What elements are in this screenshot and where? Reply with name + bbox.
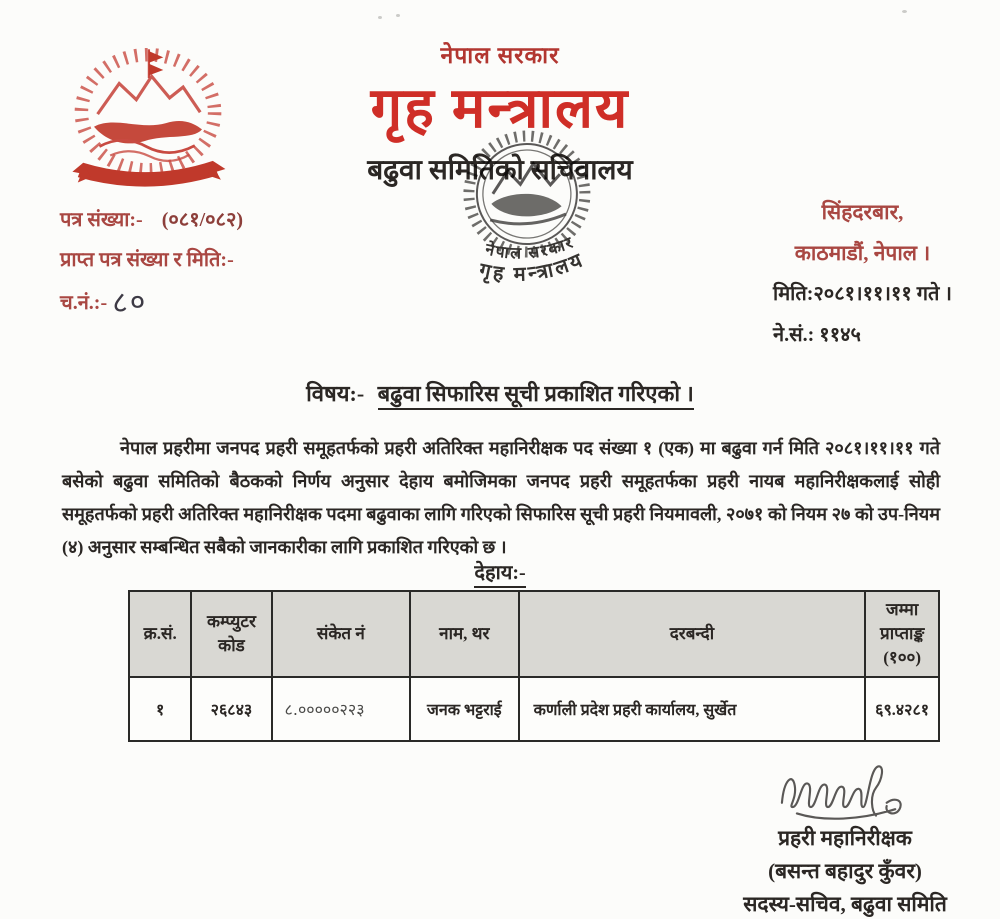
header-serial-no: क्र.सं. — [129, 591, 191, 677]
signatory-designation: प्रहरी महानिरीक्षक — [778, 826, 912, 850]
subject-label: विषय:- — [306, 381, 365, 406]
header-name: नाम, थर — [410, 591, 519, 677]
letter-number-label: पत्र संख्या:- — [60, 209, 143, 231]
promotion-recommendation-table — [128, 590, 940, 742]
cell-computer-code: २६८४३ — [191, 677, 271, 741]
table-caption: देहाय:- — [0, 558, 1000, 585]
header-government: नेपाल सरकार — [440, 43, 560, 68]
address-date-block — [773, 192, 952, 356]
header-total-marks: जम्मा प्राप्ताङ्क (१००) — [865, 591, 939, 677]
scan-artifact — [396, 14, 400, 17]
letter-date: मिति:२०८१।११।११ गते । — [773, 283, 952, 305]
cell-serial-no: १ — [129, 677, 191, 741]
dispatch-number-handwritten: ८० — [111, 284, 149, 321]
header-computer-code: कम्प्युटर कोड — [191, 591, 271, 677]
table-row — [129, 677, 939, 741]
stamp-text-ministry: गृह मन्त्रालय — [477, 248, 589, 286]
header-secretariat: बढुवा समितिको सचिवालय — [367, 155, 633, 186]
letter-number-line — [60, 200, 243, 240]
header-darbandi: दरबन्दी — [519, 591, 866, 677]
letter-number-value: (०८१/०८२) — [161, 209, 244, 231]
scan-artifact — [378, 16, 382, 19]
subject-line — [0, 378, 1000, 408]
reference-block — [60, 200, 243, 323]
address-line-1: सिंहदरबार, — [821, 200, 904, 224]
dispatch-number-label: च.नं.:- — [60, 292, 108, 314]
ministry-round-stamp-icon — [402, 120, 655, 311]
table-header-row — [129, 591, 939, 677]
signature-block — [700, 760, 990, 919]
header-symbol-no: संकेत नं — [272, 591, 411, 677]
header-ministry-title: गृह मन्त्रालय — [370, 78, 630, 140]
cell-name: जनक भट्टराई — [410, 677, 519, 741]
received-letter-line: प्राप्त पत्र संख्या र मिति:- — [60, 249, 234, 271]
body-paragraph: नेपाल प्रहरीमा जनपद प्रहरी समूहतर्फको प्रहरी अतिरिक्त महानिरीक्षक पद संख्या १ (एक) मा बढुवा गर्न मिति २०८१।११।११ गते बसेको बढुवा समितिको बैठकको निर्णय अनुसार देहाय बमोजिमका जनपद प्रहरी समूहतर्फका प्रहरी नायब महानिरीक्षकलाई सोही समूहतर्फको प्रहरी अतिरिक्त महानिरीक्षक पदमा बढुवाका लागि गरिएको सिफारिस सूची प्रहरी नियमावली, २०७१ को नियम २७ को उप-नियम (४) अनुसार सम्बन्धित सबैको जानकारीका लागि प्रकाशित गरिएको छ । — [62, 438, 940, 557]
scan-artifact — [902, 10, 907, 13]
cell-darbandi: कर्णाली प्रदेश प्रहरी कार्यालय, सुर्खेत — [519, 677, 866, 741]
cell-total-marks: ६९.४२८१ — [865, 677, 939, 741]
signatory-name: (बसन्त बहादुर कुँवर) — [768, 859, 922, 883]
stamp-text-government: नेपाल सरकार — [483, 233, 578, 263]
dispatch-number-line — [60, 280, 243, 323]
signatory-role: सदस्य-सचिव, बढुवा समिति — [743, 892, 947, 916]
nepal-sambat-number: ने.सं.: ११४५ — [773, 324, 861, 346]
cell-symbol-no: ८.०००००२२३ — [272, 677, 411, 741]
handwritten-signature-icon — [770, 760, 920, 822]
address-line-2: काठमाडौं, नेपाल । — [794, 241, 931, 265]
subject-text: बढुवा सिफारिस सूची प्रकाशित गरिएको । — [378, 381, 694, 410]
